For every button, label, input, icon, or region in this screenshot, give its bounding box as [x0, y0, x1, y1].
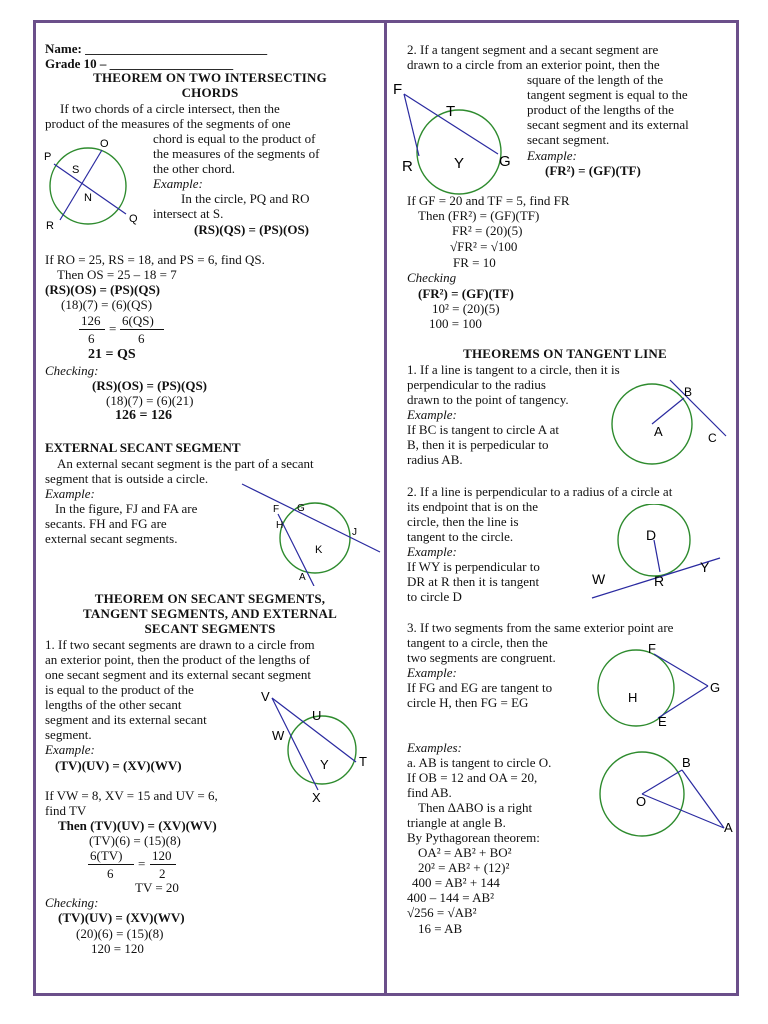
text: secants. FH and FG are	[45, 516, 167, 531]
text: segment and its external secant	[45, 712, 207, 727]
frac-bar	[79, 329, 105, 330]
text: tangent to a circle, then the	[407, 635, 548, 650]
problem-text: If VW = 8, XV = 15 and UV = 6,	[45, 788, 218, 803]
frac-den: 6	[138, 331, 145, 346]
text: segment.	[45, 727, 92, 742]
examples-label: Examples:	[407, 740, 462, 755]
name-line: Name: ____________________________	[45, 41, 268, 56]
check-step: (18)(7) = (6)(21)	[106, 393, 194, 408]
label-q: Q	[129, 213, 138, 225]
checking-label: Checking:	[45, 895, 99, 910]
congruent-tangents-figure	[594, 638, 728, 730]
step: (RS)(OS) = (PS)(QS)	[45, 282, 161, 297]
frac-num: 126	[81, 313, 101, 328]
answer: TV = 20	[135, 880, 179, 895]
text: In the circle, PQ and RO	[181, 191, 310, 206]
column-divider	[384, 20, 387, 996]
frac-bar	[150, 864, 176, 865]
label-c: C	[708, 431, 717, 445]
label-s: S	[72, 164, 80, 176]
text: is equal to the product of the	[45, 682, 194, 697]
chord-pq	[54, 164, 126, 214]
label-t: T	[446, 103, 456, 120]
example-label: Example:	[407, 407, 457, 422]
circle	[50, 148, 126, 224]
label-f: F	[273, 504, 280, 515]
intersecting-chords-figure	[36, 136, 152, 232]
text: If two chords of a circle intersect, then the	[60, 101, 280, 116]
grade-line: Grade 10 – ___________________	[45, 56, 234, 71]
text: An external secant segment is the part of a secant	[57, 456, 314, 471]
frac-den: 2	[159, 866, 166, 881]
label-p: P	[44, 151, 52, 163]
example-label: Example:	[45, 486, 95, 501]
text: square of the length of the	[527, 72, 664, 87]
text: 1. If two secant segments are drawn to a circle from	[45, 637, 315, 652]
text: segment that is outside a circle.	[45, 471, 209, 486]
text: If OB = 12 and OA = 20,	[407, 770, 538, 785]
equation: (FR²) = (GF)(TF)	[545, 163, 641, 178]
pythagorean-example-figure	[598, 748, 738, 842]
frac-num: 6(QS)	[122, 313, 154, 328]
step: √256 = √AB²	[407, 905, 477, 920]
radius-dr	[654, 540, 660, 572]
label-b: B	[684, 385, 693, 399]
heading-tangent-line: THEOREMS ON TANGENT LINE	[463, 346, 667, 361]
example-label: Example:	[407, 544, 457, 559]
text: perpendicular to the radius	[407, 377, 546, 392]
text: If WY is perpendicular to	[407, 559, 540, 574]
text: circle H, then FG = EG	[407, 695, 529, 710]
example-label: Example:	[45, 742, 95, 757]
step: 400 = AB² + 144	[412, 875, 500, 890]
text: secant segment and its external	[527, 117, 689, 132]
label-h: H	[628, 690, 638, 705]
heading-intersecting-chords-2: CHORDS	[181, 85, 239, 100]
text: secant segment.	[527, 132, 610, 147]
equation: (RS)(QS) = (PS)(OS)	[194, 222, 310, 237]
label-g: G	[499, 153, 511, 170]
step: Then (FR²) = (GF)(TF)	[418, 208, 540, 223]
tangent-fr	[404, 94, 419, 156]
check-step: (RS)(OS) = (PS)(QS)	[92, 378, 208, 393]
heading-intersecting-chords-1: THEOREM ON TWO INTERSECTING	[93, 70, 327, 85]
label-o: O	[100, 138, 109, 150]
frac-eq: =	[138, 856, 146, 871]
text: tangent segment is equal to the	[527, 87, 688, 102]
tangent-secant-figure	[390, 78, 524, 196]
step: √FR² = √100	[450, 239, 518, 254]
label-j: J	[352, 527, 357, 538]
example-label: Example:	[153, 176, 203, 191]
label-v: V	[261, 689, 270, 704]
check-step: (TV)(UV) = (XV)(WV)	[58, 910, 185, 925]
text: product of the measures of the segments of one	[45, 116, 291, 131]
text: chord is equal to the product of	[153, 131, 316, 146]
check-step: (20)(6) = (15)(8)	[76, 926, 164, 941]
secant-fj	[242, 484, 380, 552]
two-secants-figure	[256, 686, 374, 806]
heading-secant-theorem-3: SECANT SEGMENTS	[144, 621, 276, 636]
text: tangent to the circle.	[407, 529, 514, 544]
frac-num: 120	[152, 848, 172, 863]
label-r: R	[46, 220, 54, 232]
label-a: A	[724, 820, 733, 835]
chord-ro	[60, 150, 102, 220]
label-u: U	[312, 708, 322, 723]
text: 1. If a line is tangent to a circle, then it is	[407, 362, 620, 377]
radius-ab	[652, 398, 684, 424]
text: an exterior point, then the product of the lengths of	[45, 652, 310, 667]
tangent-bc	[670, 380, 726, 436]
text: Then ∆ABO is a right	[418, 800, 533, 815]
text: external secant segments.	[45, 531, 178, 546]
heading-external-secant: EXTERNAL SECANT SEGMENT	[45, 440, 241, 455]
check-step: 10² = (20)(5)	[432, 301, 500, 316]
text: one secant segment and its external secant segment	[45, 667, 312, 682]
tangent-fg	[654, 654, 708, 686]
label-a: A	[299, 572, 306, 583]
label-y: Y	[454, 155, 465, 172]
frac-den: 6	[88, 331, 95, 346]
radius-ob	[642, 770, 682, 794]
text: two segments are congruent.	[407, 650, 556, 665]
perpendicular-radius-figure	[584, 504, 726, 604]
text: lengths of the other secant	[45, 697, 182, 712]
label-o: O	[636, 794, 647, 809]
text: If BC is tangent to circle A at	[407, 422, 559, 437]
label-t: T	[359, 754, 367, 769]
label-y: Y	[700, 559, 710, 575]
text: find AB.	[407, 785, 452, 800]
text: the other chord.	[153, 161, 235, 176]
text: to circle D	[407, 589, 462, 604]
text: circle, then the line is	[407, 514, 519, 529]
circle	[417, 110, 501, 194]
text: triangle at angle B.	[407, 815, 506, 830]
answer: 21 = QS	[88, 347, 136, 362]
label-f: F	[393, 81, 403, 98]
text: DR at R then it is tangent	[407, 574, 540, 589]
step: OA² = AB² + BO²	[418, 845, 512, 860]
frac-bar	[120, 329, 164, 330]
check-result: 100 = 100	[429, 316, 482, 331]
label-r: R	[654, 573, 665, 589]
label-f: F	[648, 641, 656, 656]
step: (18)(7) = (6)(QS)	[61, 297, 153, 312]
example-label: Example:	[527, 148, 577, 163]
frac-eq: =	[109, 321, 117, 336]
text: By Pythagorean theorem:	[407, 830, 540, 845]
frac-num: 6(TV)	[90, 848, 123, 863]
step: FR² = (20)(5)	[452, 223, 523, 238]
text: 3. If two segments from the same exterior point are	[407, 620, 674, 635]
text: the measures of the segments of	[153, 146, 320, 161]
text: intersect at S.	[153, 206, 224, 221]
step: (TV)(6) = (15)(8)	[89, 833, 181, 848]
label-r: R	[402, 158, 413, 175]
text: 2. If a line is perpendicular to a radius of a circle at	[407, 484, 673, 499]
label-n: N	[84, 192, 92, 204]
label-b: B	[682, 755, 691, 770]
tangent-perpendicular-figure	[600, 378, 732, 468]
label-w: W	[272, 728, 285, 743]
problem-text: If RO = 25, RS = 18, and PS = 6, find QS.	[45, 252, 265, 267]
step: Then OS = 25 – 18 = 7	[57, 267, 177, 282]
frac-den: 6	[107, 866, 114, 881]
label-y: Y	[320, 757, 329, 772]
heading-secant-theorem-1: THEOREM ON SECANT SEGMENTS,	[94, 591, 326, 606]
label-d: D	[646, 527, 657, 543]
label-h: H	[276, 520, 284, 531]
label-g: G	[710, 680, 721, 695]
text: radius AB.	[407, 452, 463, 467]
step: FR = 10	[453, 255, 496, 270]
text: product of the lengths of the	[527, 102, 674, 117]
text: drawn to a circle from an exterior point, then the	[407, 57, 660, 72]
external-secant-figure	[236, 478, 384, 586]
check-result: 126 = 126	[115, 408, 172, 423]
step: 400 – 144 = AB²	[407, 890, 495, 905]
text: B, then it is perpedicular to	[407, 437, 549, 452]
check-step: (FR²) = (GF)(TF)	[418, 286, 514, 301]
text: In the figure, FJ and FA are	[55, 501, 198, 516]
example-label: Example:	[407, 665, 457, 680]
text: If FG and EG are tangent to	[407, 680, 553, 695]
label-k: K	[315, 544, 323, 556]
label-w: W	[592, 571, 606, 587]
problem-text: If GF = 20 and TF = 5, find FR	[407, 193, 570, 208]
secant-fa	[278, 514, 314, 586]
step: Then (TV)(UV) = (XV)(WV)	[58, 818, 217, 833]
text: drawn to the point of tangency.	[407, 392, 569, 407]
step: 16 = AB	[418, 921, 463, 936]
text: a. AB is tangent to circle O.	[407, 755, 552, 770]
step: 20² = AB² + (12)²	[418, 860, 510, 875]
frac-bar	[88, 864, 134, 865]
equation: (TV)(UV) = (XV)(WV)	[55, 758, 182, 773]
label-e: E	[658, 714, 667, 729]
heading-secant-theorem-2: TANGENT SEGMENTS, AND EXTERNAL	[82, 606, 337, 621]
label-x: X	[312, 790, 321, 805]
problem-text: find TV	[45, 803, 87, 818]
checking-label: Checking	[407, 270, 457, 285]
checking-label: Checking:	[45, 363, 99, 378]
text: its endpoint that is on the	[407, 499, 539, 514]
text: 2. If a tangent segment and a secant segment are	[407, 42, 659, 57]
check-result: 120 = 120	[91, 941, 144, 956]
label-a: A	[654, 424, 663, 439]
label-g: G	[297, 503, 305, 514]
